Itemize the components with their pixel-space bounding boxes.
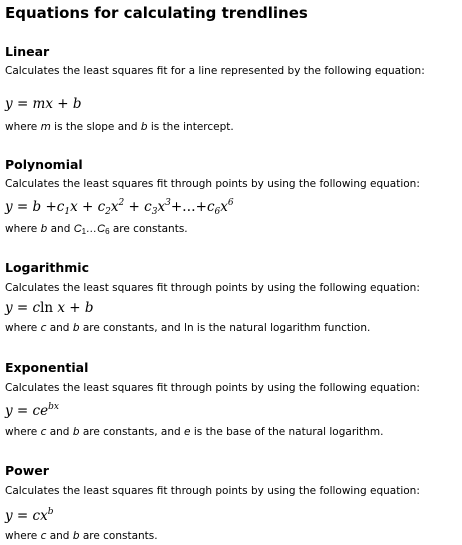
eq-plus: +	[57, 96, 69, 112]
polynomial-where: where b and $C_1\dots C_6$ are constants.	[5, 223, 188, 236]
linear-equation	[5, 96, 82, 112]
eq-y: y	[5, 96, 13, 112]
exponential-where: where c and b are constants, and e is the base of the natural logarithm.	[5, 426, 384, 438]
heading-power: Power	[5, 463, 49, 478]
eq-equals: =	[16, 96, 29, 112]
power-where: where c and b are constants.	[5, 530, 158, 542]
logarithmic-equation: y = cln x + b	[5, 300, 94, 316]
power-equation: $y = cx^b$	[5, 507, 54, 524]
heading-logarithmic: Logarithmic	[5, 260, 89, 275]
linear-where: where m is the slope and b is the intercept.	[5, 121, 234, 133]
eq-b: b	[72, 96, 82, 112]
polynomial-equation: $y = b +c_1x + c_2x^2$ + $c_3x^3+\dots+c_6x^6$	[5, 198, 234, 217]
logarithmic-description: Calculates the least squares fit through points by using the following equation:	[5, 282, 420, 294]
exponential-description: Calculates the least squares fit through points by using the following equation:	[5, 382, 420, 394]
heading-linear: Linear	[5, 44, 50, 59]
heading-exponential: Exponential	[5, 360, 89, 375]
exponential-equation: $y = ce^{bx}$	[5, 402, 59, 419]
logarithmic-where: where c and b are constants, and ln is the natural logarithm function.	[5, 322, 371, 334]
polynomial-description: Calculates the least squares fit through points by using the following equation:	[5, 178, 420, 190]
power-description: Calculates the least squares fit through points by using the following equation:	[5, 485, 420, 497]
heading-polynomial: Polynomial	[5, 157, 83, 172]
linear-description: Calculates the least squares fit for a line represented by the following equation:	[5, 65, 425, 77]
page-title: Equations for calculating trendlines	[5, 4, 308, 22]
eq-mx: mx	[32, 96, 53, 112]
